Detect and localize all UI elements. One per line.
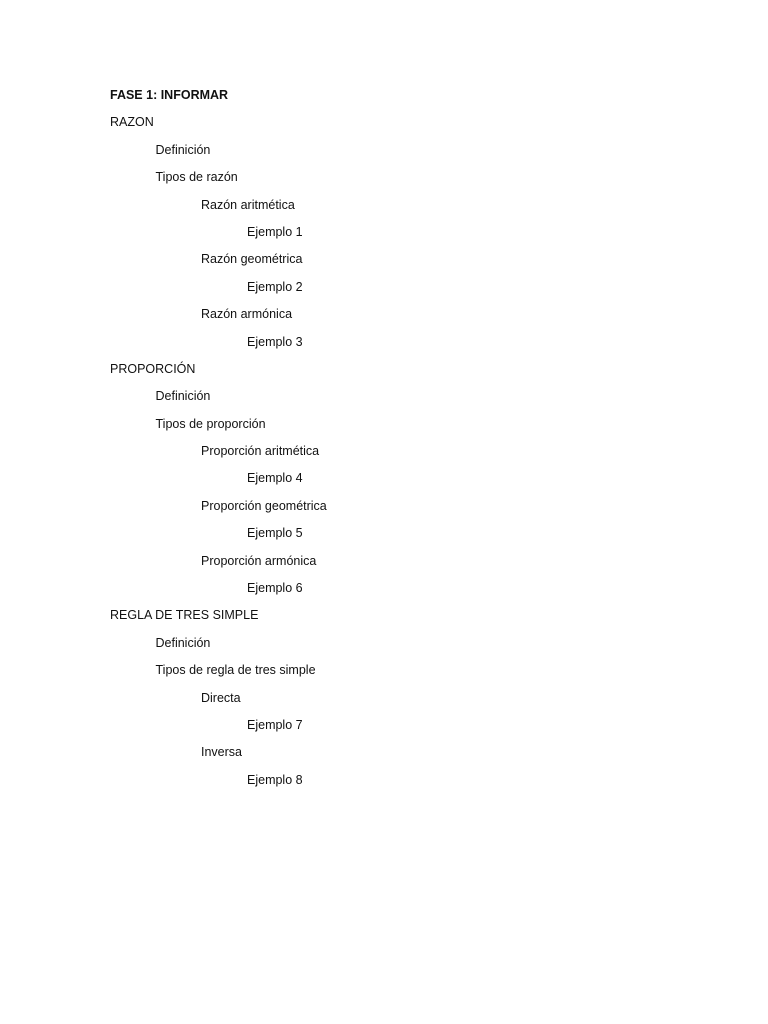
outline-example: Ejemplo 5 [247,526,303,541]
outline-section-heading: REGLA DE TRES SIMPLE [110,608,259,623]
outline-example: Ejemplo 4 [247,471,303,486]
outline [110,86,327,798]
outline-item: Tipos de razón [155,170,238,185]
outline-subitem: Proporción geométrica [201,498,327,513]
outline-item: Definición [155,389,211,404]
outline-example: Ejemplo 1 [247,224,303,239]
outline-example: Ejemplo 3 [247,334,303,349]
outline-item: Definición [155,635,211,650]
outline-example: Ejemplo 8 [247,772,303,787]
outline-example: Ejemplo 7 [247,717,303,732]
outline-subitem: Razón aritmética [201,197,295,212]
outline-example: Ejemplo 6 [247,581,303,596]
outline-subitem: Proporción armónica [201,553,317,568]
outline-section-heading: PROPORCIÓN [110,361,196,376]
outline-example: Ejemplo 2 [247,279,303,294]
outline-section-heading: RAZON [110,115,154,130]
outline-item: Definición [155,142,211,157]
outline-item: Tipos de proporción [155,416,266,431]
document-title: FASE 1: INFORMAR [110,88,229,102]
outline-subitem: Razón geométrica [201,252,303,267]
outline-item: Tipos de regla de tres simple [155,663,316,678]
outline-subitem: Proporción aritmética [201,444,320,459]
outline-subitem: Directa [201,690,241,705]
outline-subitem: Razón armónica [201,307,293,322]
outline-subitem: Inversa [201,745,242,760]
